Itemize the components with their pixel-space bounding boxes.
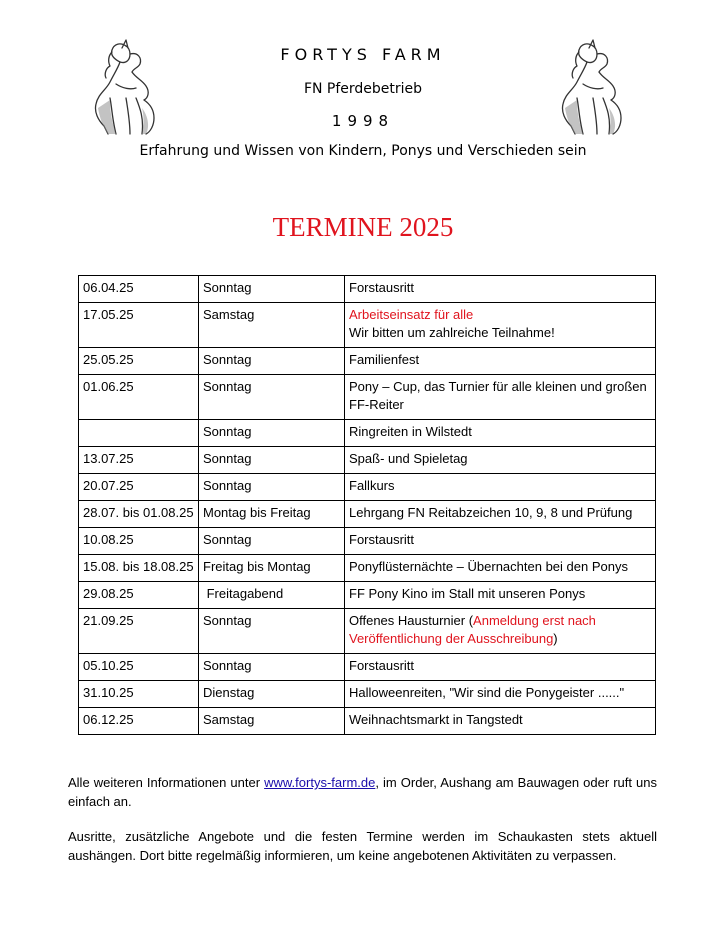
event-text: ) bbox=[553, 631, 558, 646]
event-cell: Pony – Cup, das Turnier für alle kleinen und großen FF-Reiter bbox=[345, 375, 656, 420]
info-text: , im Order, Aushang am Bauwagen oder ruft uns einfach an. bbox=[68, 775, 657, 809]
event-cell: Ponyflüsternächte – Übernachten bei den Ponys bbox=[345, 555, 656, 582]
event-cell: FF Pony Kino im Stall mit unseren Ponys bbox=[345, 582, 656, 609]
event-highlight: Anmeldung erst nach Veröffentlichung der Ausschreibung bbox=[349, 613, 596, 646]
date-cell: 01.06.25 bbox=[79, 375, 199, 420]
date-cell: 21.09.25 bbox=[79, 609, 199, 654]
event-cell bbox=[345, 609, 656, 654]
event-cell: Spaß- und Spieletag bbox=[345, 447, 656, 474]
day-cell: Samstag bbox=[199, 303, 345, 348]
day-cell: Montag bis Freitag bbox=[199, 501, 345, 528]
day-cell: Sonntag bbox=[199, 447, 345, 474]
date-cell: 05.10.25 bbox=[79, 654, 199, 681]
event-cell: Forstausritt bbox=[345, 654, 656, 681]
event-cell: Lehrgang FN Reitabzeichen 10, 9, 8 und Prüfung bbox=[345, 501, 656, 528]
table-row bbox=[79, 681, 656, 708]
day-cell: Freitag bis Montag bbox=[199, 555, 345, 582]
table-row bbox=[79, 582, 656, 609]
notice-paragraph: Ausritte, zusätzliche Angebote und die festen Termine werden im Schaukasten stets aktuell aushängen. Dort bitte regelmäßig informieren, um keine angebotenen Aktivitäten zu verpassen. bbox=[68, 829, 657, 863]
table-row bbox=[79, 375, 656, 420]
event-text: Offenes Hausturnier ( bbox=[349, 613, 474, 628]
tagline: Erfahrung und Wissen von Kindern, Ponys und Verschieden sein bbox=[139, 143, 587, 159]
info-text: Alle weiteren Informationen unter bbox=[68, 775, 265, 790]
day-cell: Samstag bbox=[199, 708, 345, 735]
event-cell: Halloweenreiten, "Wir sind die Ponygeister ......" bbox=[345, 681, 656, 708]
day-cell: Sonntag bbox=[199, 420, 345, 447]
table-row bbox=[79, 474, 656, 501]
day-cell: Dienstag bbox=[199, 681, 345, 708]
day-cell: Freitagabend bbox=[199, 582, 345, 609]
event-cell: Fallkurs bbox=[345, 474, 656, 501]
date-cell: 25.05.25 bbox=[79, 348, 199, 375]
event-cell: Forstausritt bbox=[345, 528, 656, 555]
info-paragraph bbox=[68, 773, 657, 811]
table-row bbox=[79, 654, 656, 681]
date-cell: 06.12.25 bbox=[79, 708, 199, 735]
event-cell bbox=[345, 303, 656, 348]
date-cell: 06.04.25 bbox=[79, 276, 199, 303]
event-cell: Ringreiten in Wilstedt bbox=[345, 420, 656, 447]
website-link[interactable]: www.fortys-farm.de bbox=[264, 775, 376, 790]
date-cell bbox=[79, 420, 199, 447]
day-cell: Sonntag bbox=[199, 348, 345, 375]
table-row bbox=[79, 303, 656, 348]
day-cell: Sonntag bbox=[199, 375, 345, 420]
date-cell: 13.07.25 bbox=[79, 447, 199, 474]
event-cell: Forstausritt bbox=[345, 276, 656, 303]
table-row bbox=[79, 348, 656, 375]
date-cell: 20.07.25 bbox=[79, 474, 199, 501]
day-cell: Sonntag bbox=[199, 474, 345, 501]
page-title: TERMINE 2025 bbox=[272, 212, 454, 242]
date-cell: 29.08.25 bbox=[79, 582, 199, 609]
date-cell: 17.05.25 bbox=[79, 303, 199, 348]
event-cell: Familienfest bbox=[345, 348, 656, 375]
day-cell: Sonntag bbox=[199, 276, 345, 303]
date-cell: 15.08. bis 18.08.25 bbox=[79, 555, 199, 582]
table-row bbox=[79, 609, 656, 654]
farm-name: FORTYS FARM bbox=[280, 45, 446, 64]
founding-year: 1998 bbox=[331, 112, 395, 130]
day-cell: Sonntag bbox=[199, 528, 345, 555]
table-row bbox=[79, 708, 656, 735]
table-row bbox=[79, 276, 656, 303]
table-row bbox=[79, 501, 656, 528]
day-cell: Sonntag bbox=[199, 609, 345, 654]
table-row bbox=[79, 420, 656, 447]
table-row bbox=[79, 447, 656, 474]
schedule-table bbox=[78, 275, 656, 735]
event-highlight: Arbeitseinsatz für alle bbox=[349, 307, 474, 322]
event-note: Wir bitten um zahlreiche Teilnahme! bbox=[349, 325, 555, 340]
event-cell: Weihnachtsmarkt in Tangstedt bbox=[345, 708, 656, 735]
date-cell: 28.07. bis 01.08.25 bbox=[79, 501, 199, 528]
date-cell: 10.08.25 bbox=[79, 528, 199, 555]
farm-subtitle: FN Pferdebetrieb bbox=[303, 81, 423, 97]
table-row bbox=[79, 528, 656, 555]
date-cell: 31.10.25 bbox=[79, 681, 199, 708]
table-row bbox=[79, 555, 656, 582]
day-cell: Sonntag bbox=[199, 654, 345, 681]
